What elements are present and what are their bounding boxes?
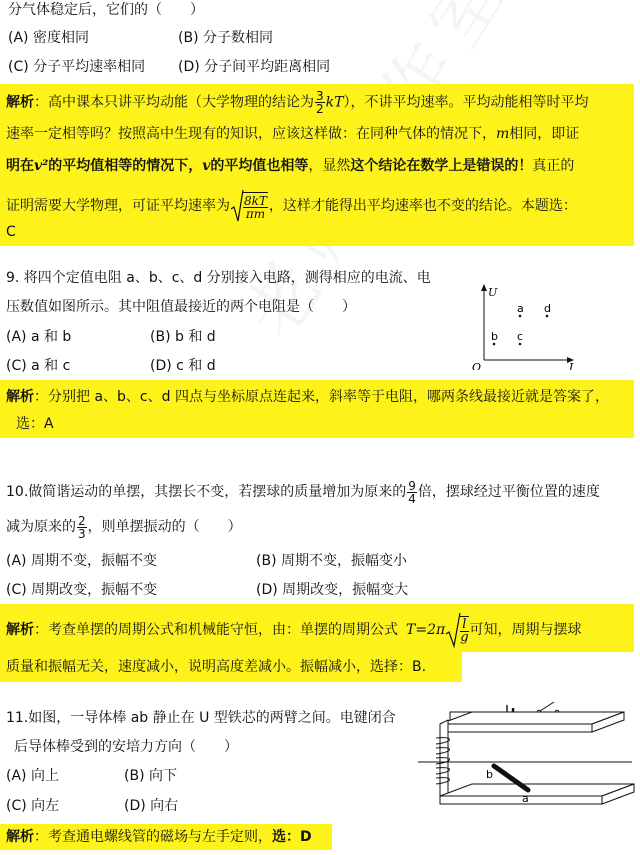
q11-option-d: (D) 向右 xyxy=(124,798,179,814)
q9-i-label: I xyxy=(569,361,574,370)
q11-lower-arm-front xyxy=(440,796,602,804)
q9-point-a-label: a xyxy=(517,302,524,315)
q9-analysis-label: 解析 xyxy=(6,389,34,405)
q9-stem-line1: 9. 将四个定值电阻 a、b、c、d 分别接入电路，测得相应的电流、电 xyxy=(6,270,431,286)
q8-analysis-line2: 速率一定相等吗？按照高中生现有的知识，应该这样做：在同种气体的情况下，m相同，即证 xyxy=(6,126,580,142)
q11-core-back xyxy=(440,720,448,800)
q11-option-b: (B) 向下 xyxy=(124,768,177,784)
q9-option-c: (C) a 和 c xyxy=(6,358,71,374)
q8-analysis-line5: C xyxy=(6,224,16,240)
q9-point-b-label: b xyxy=(491,330,498,343)
q11-label-b: b xyxy=(486,768,493,781)
q11-label-a: a xyxy=(522,792,529,805)
q9-u-label: U xyxy=(488,286,498,299)
q11-option-a: (A) 向上 xyxy=(6,768,59,784)
q9-point-d-label: d xyxy=(544,302,551,315)
q10-option-c: (C) 周期改变，振幅不变 xyxy=(6,582,158,598)
q11-analysis-line1: 解析：考查通电螺线管的磁场与左手定则，选：D xyxy=(6,829,312,845)
q8-analysis-line1: 解析：高中课本只讲平均动能（大学物理的结论为 $\frac{3}{2}$ kT），不讲平均速率。平均动能相等时平均 xyxy=(6,89,589,116)
q9-origin-label: O xyxy=(472,361,482,370)
q10-analysis-line2: 质量和振幅无关，速度减小，说明高度差减小。振幅减小，选择：B. xyxy=(6,659,427,675)
q8-analysis-line4: 证明需要大学物理，可证平均速率为 $\frac{8kT}{\pi m}$ ，这样才能得出平均速率也不变的结论。本题选： xyxy=(6,189,577,219)
q9-point-d xyxy=(546,315,549,318)
q9-point-c-label: c xyxy=(517,330,524,343)
q9-ui-graph xyxy=(470,280,580,370)
q8-sqrt-8kt-pim: $\frac{8kT}{\pi m}$ xyxy=(230,189,269,223)
q9-stem-line2: 压数值如图所示。其中阻值最接近的两个电阻是（ ） xyxy=(6,299,356,315)
q9-u-axis-arrow xyxy=(481,284,487,291)
q8-stem-tail: 分气体稳定后，它们的（ ） xyxy=(8,2,204,18)
q9-point-a xyxy=(519,315,522,318)
q11-option-c: (C) 向左 xyxy=(6,798,60,814)
q9-analysis-line2: 选：A xyxy=(16,416,54,432)
q8-analysis-label: 解析 xyxy=(6,94,34,111)
q9-option-b: (B) b 和 d xyxy=(150,329,216,345)
q8-frac-3-2: $\frac{3}{2}$ xyxy=(316,89,324,116)
q9-analysis-line1: 解析：分别把 a、b、c、d 四点与坐标原点连起来，斜率等于电阻，哪两条线最接近就是答案了， xyxy=(6,389,609,405)
q10-frac-9-4: $\frac{9}{4}$ xyxy=(408,478,416,506)
q10-stem-line2: 减为原来的 $\frac{2}{3}$ ，则单摆振动的（ ） xyxy=(6,513,242,541)
q10-option-d: (D) 周期改变，振幅变大 xyxy=(256,582,409,598)
q9-option-d: (D) c 和 d xyxy=(150,358,216,374)
q8-option-b: (B) 分子数相同 xyxy=(178,30,273,46)
q10-option-b: (B) 周期不变，振幅变小 xyxy=(256,553,407,569)
q8-option-a: (A) 密度相同 xyxy=(8,30,89,46)
q9-point-b xyxy=(493,343,496,346)
q10-frac-2-3: $\frac{2}{3}$ xyxy=(78,513,86,541)
q9-option-a: (A) a 和 b xyxy=(6,329,72,345)
q11-analysis-label: 解析 xyxy=(6,829,34,845)
q11-stem-line2: 后导体棒受到的安培力方向（ ） xyxy=(14,739,238,755)
q11-switch-blade xyxy=(540,702,554,711)
q9-point-c xyxy=(519,343,522,346)
q8-option-d: (D) 分子间平均距离相同 xyxy=(178,59,331,75)
q10-sqrt-l-g: $\frac{l}{g}$ xyxy=(445,612,469,648)
q8-option-c: (C) 分子平均速率相同 xyxy=(8,59,146,75)
q10-stem-line1: 10.做简谐运动的单摆，其摆长不变，若摆球的质量增加为原来的 $\frac{9}{4}$ 倍，摆球经过平衡位置的速度 xyxy=(6,478,600,506)
q11-upper-arm-front xyxy=(440,724,592,732)
q8-analysis-line3: 明在v²的平均值相等的情况下，v的平均值也相等，显然这个结论在数学上是错误的！真正的 xyxy=(6,158,575,174)
q10-analysis-label: 解析 xyxy=(6,622,34,638)
q11-u-core-figure xyxy=(410,698,638,828)
q10-option-a: (A) 周期不变，振幅不变 xyxy=(6,553,157,569)
q11-lower-arm-top xyxy=(440,784,634,796)
q10-analysis-line1: 解析：考查单摆的周期公式和机械能守恒，由：单摆的周期公式 T=2π $\frac{l}{g}$ 可知，周期与摆球 xyxy=(6,612,582,646)
q11-stem-line1: 11.如图，一导体棒 ab 静止在 U 型铁芯的两臂之间。电键闭合 xyxy=(6,710,396,726)
